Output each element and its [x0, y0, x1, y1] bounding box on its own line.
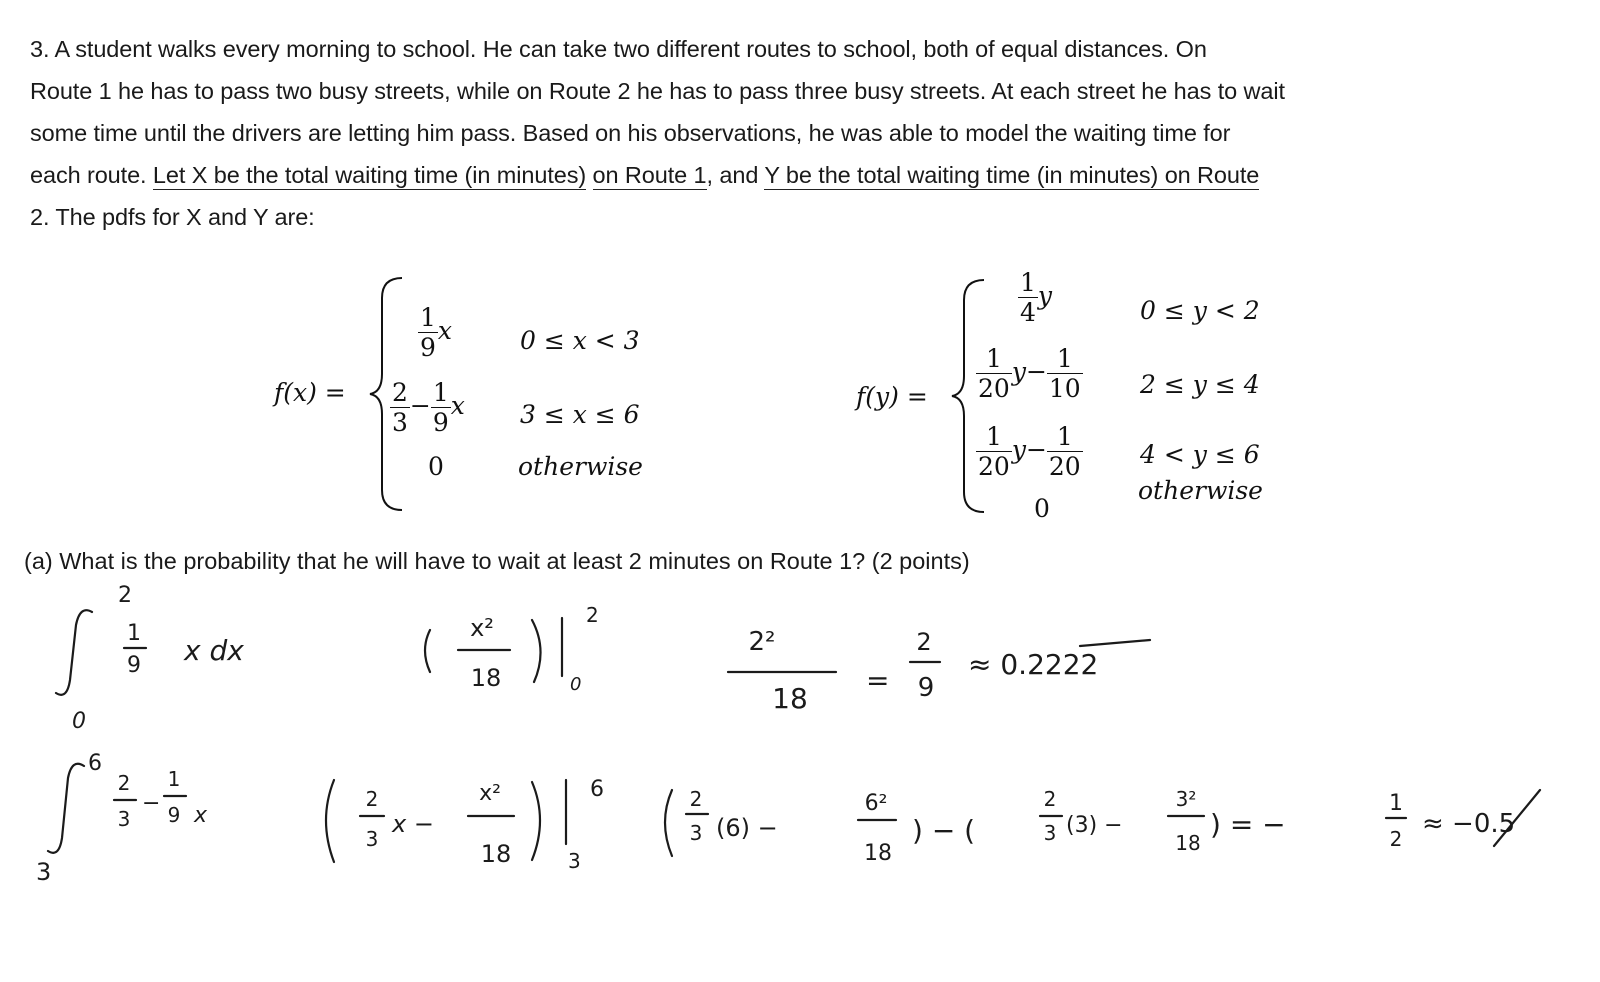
hw-integral-2 — [36, 751, 208, 886]
pdf-x-case2-cond: 3 ≤ x ≤ 6 — [520, 400, 640, 429]
hw-evaluation-1 — [728, 627, 1150, 715]
svg-text:) − (: ) − ( — [912, 814, 976, 847]
svg-text:2: 2 — [916, 628, 932, 656]
svg-text:2: 2 — [1043, 787, 1057, 811]
svg-text:9: 9 — [167, 803, 181, 827]
svg-text:(6) −: (6) − — [716, 814, 778, 842]
svg-text:2: 2 — [689, 787, 703, 811]
svg-text:1: 1 — [167, 767, 181, 791]
svg-text:18: 18 — [480, 840, 512, 868]
pdf-x-case3-cond: otherwise — [518, 452, 643, 481]
hw-evaluation-2 — [665, 787, 1540, 866]
pdf-x-case1-expr: $\frac{1}{9}$ x — [420, 303, 453, 362]
svg-text:2: 2 — [365, 787, 379, 811]
pdf-x-label: f(x) = — [274, 378, 346, 407]
svg-text:x −: x − — [392, 810, 434, 838]
svg-text:≈ −0.5: ≈ −0.5 — [1422, 809, 1516, 839]
svg-text:1: 1 — [127, 621, 141, 646]
svg-text:−: − — [142, 791, 161, 816]
svg-text:0: 0 — [72, 709, 86, 734]
svg-text:6: 6 — [590, 777, 604, 802]
svg-text:3: 3 — [365, 827, 379, 851]
pdf-x-case2-expr: $\frac{2}{3}$ − $\frac{1}{9}$ x — [392, 378, 465, 437]
svg-text:3: 3 — [689, 821, 703, 845]
svg-text:≈ 0.2222: ≈ 0.2222 — [968, 648, 1099, 681]
problem-line-1: 3. A student walks every morning to school. He can take two different routes to school, both of equal distances. On — [30, 36, 1207, 62]
svg-text:) = −: ) = − — [1210, 808, 1286, 841]
svg-text:2: 2 — [117, 771, 131, 795]
hw-antiderivative-1 — [425, 603, 599, 695]
svg-text:x²: x² — [470, 614, 494, 642]
problem-line-5: 2. The pdfs for X and Y are: — [30, 204, 315, 230]
question-a: (a) What is the probability that he will have to wait at least 2 minutes on Route 1? (2 points) — [24, 548, 970, 574]
underline-route1: on Route 1 — [592, 162, 707, 188]
svg-text:3: 3 — [117, 807, 131, 831]
svg-text:18: 18 — [1175, 831, 1201, 855]
pdf-y-case2-expr: $\frac{1}{20}$ y− $\frac{1}{10}$ — [978, 344, 1081, 403]
svg-text:3: 3 — [1043, 821, 1057, 845]
svg-text:18: 18 — [864, 841, 892, 866]
svg-text:x: x — [194, 803, 208, 828]
hw-integral-1 — [56, 583, 244, 734]
svg-text:0: 0 — [570, 674, 582, 695]
pdf-y-case4-cond: otherwise — [1138, 476, 1263, 505]
pdf-y-case1-cond: 0 ≤ y < 2 — [1140, 296, 1260, 325]
pdf-y-case3-cond: 4 < y ≤ 6 — [1140, 440, 1260, 469]
pdf-y-case4-expr: 0 — [1034, 494, 1050, 523]
problem-line-3: some time until the drivers are letting him pass. Based on his observations, he was able to model the waiting time for — [30, 120, 1231, 146]
problem-line-4: each route. Let X be the total waiting time (in minutes) on Route 1, and Y be the total waiting time (in minutes) on Route — [30, 162, 1260, 188]
svg-text:6: 6 — [88, 751, 102, 776]
svg-text:2²: 2² — [748, 627, 776, 657]
pdf-y-case3-expr: $\frac{1}{20}$ y− $\frac{1}{20}$ — [978, 422, 1081, 481]
pdf-y-case1-expr: $\frac{1}{4}$ y — [1020, 268, 1053, 327]
pdf-y-case2-cond: 2 ≤ y ≤ 4 — [1140, 370, 1260, 399]
svg-text:2: 2 — [586, 603, 599, 627]
svg-text:x dx: x dx — [184, 634, 244, 667]
svg-text:3: 3 — [568, 849, 581, 873]
svg-text:3²: 3² — [1175, 787, 1197, 811]
svg-text:(3) −: (3) − — [1066, 813, 1123, 838]
svg-text:18: 18 — [772, 682, 808, 715]
svg-text:9: 9 — [917, 673, 935, 703]
svg-text:6²: 6² — [864, 791, 888, 816]
svg-text:2: 2 — [1389, 827, 1403, 851]
pdf-x-case3-expr: 0 — [428, 452, 444, 481]
underline-x-def: Let X be the total waiting time (in minutes) — [152, 162, 587, 188]
svg-text:2: 2 — [118, 583, 132, 608]
pdf-y-label: f(y) = — [856, 382, 928, 411]
svg-text:9: 9 — [127, 653, 141, 678]
svg-text:=: = — [866, 664, 890, 697]
svg-text:3: 3 — [36, 858, 52, 886]
hw-antiderivative-2 — [326, 777, 604, 873]
svg-text:1: 1 — [1389, 791, 1403, 816]
problem-line-2: Route 1 he has to pass two busy streets, while on Route 2 he has to pass three busy streets. At each street he has to wait — [30, 78, 1285, 104]
underline-y-def: Y be the total waiting time (in minutes) on Route — [764, 162, 1260, 188]
pdf-x-case1-cond: 0 ≤ x < 3 — [520, 326, 640, 355]
svg-text:x²: x² — [479, 781, 501, 806]
svg-text:18: 18 — [470, 664, 502, 692]
